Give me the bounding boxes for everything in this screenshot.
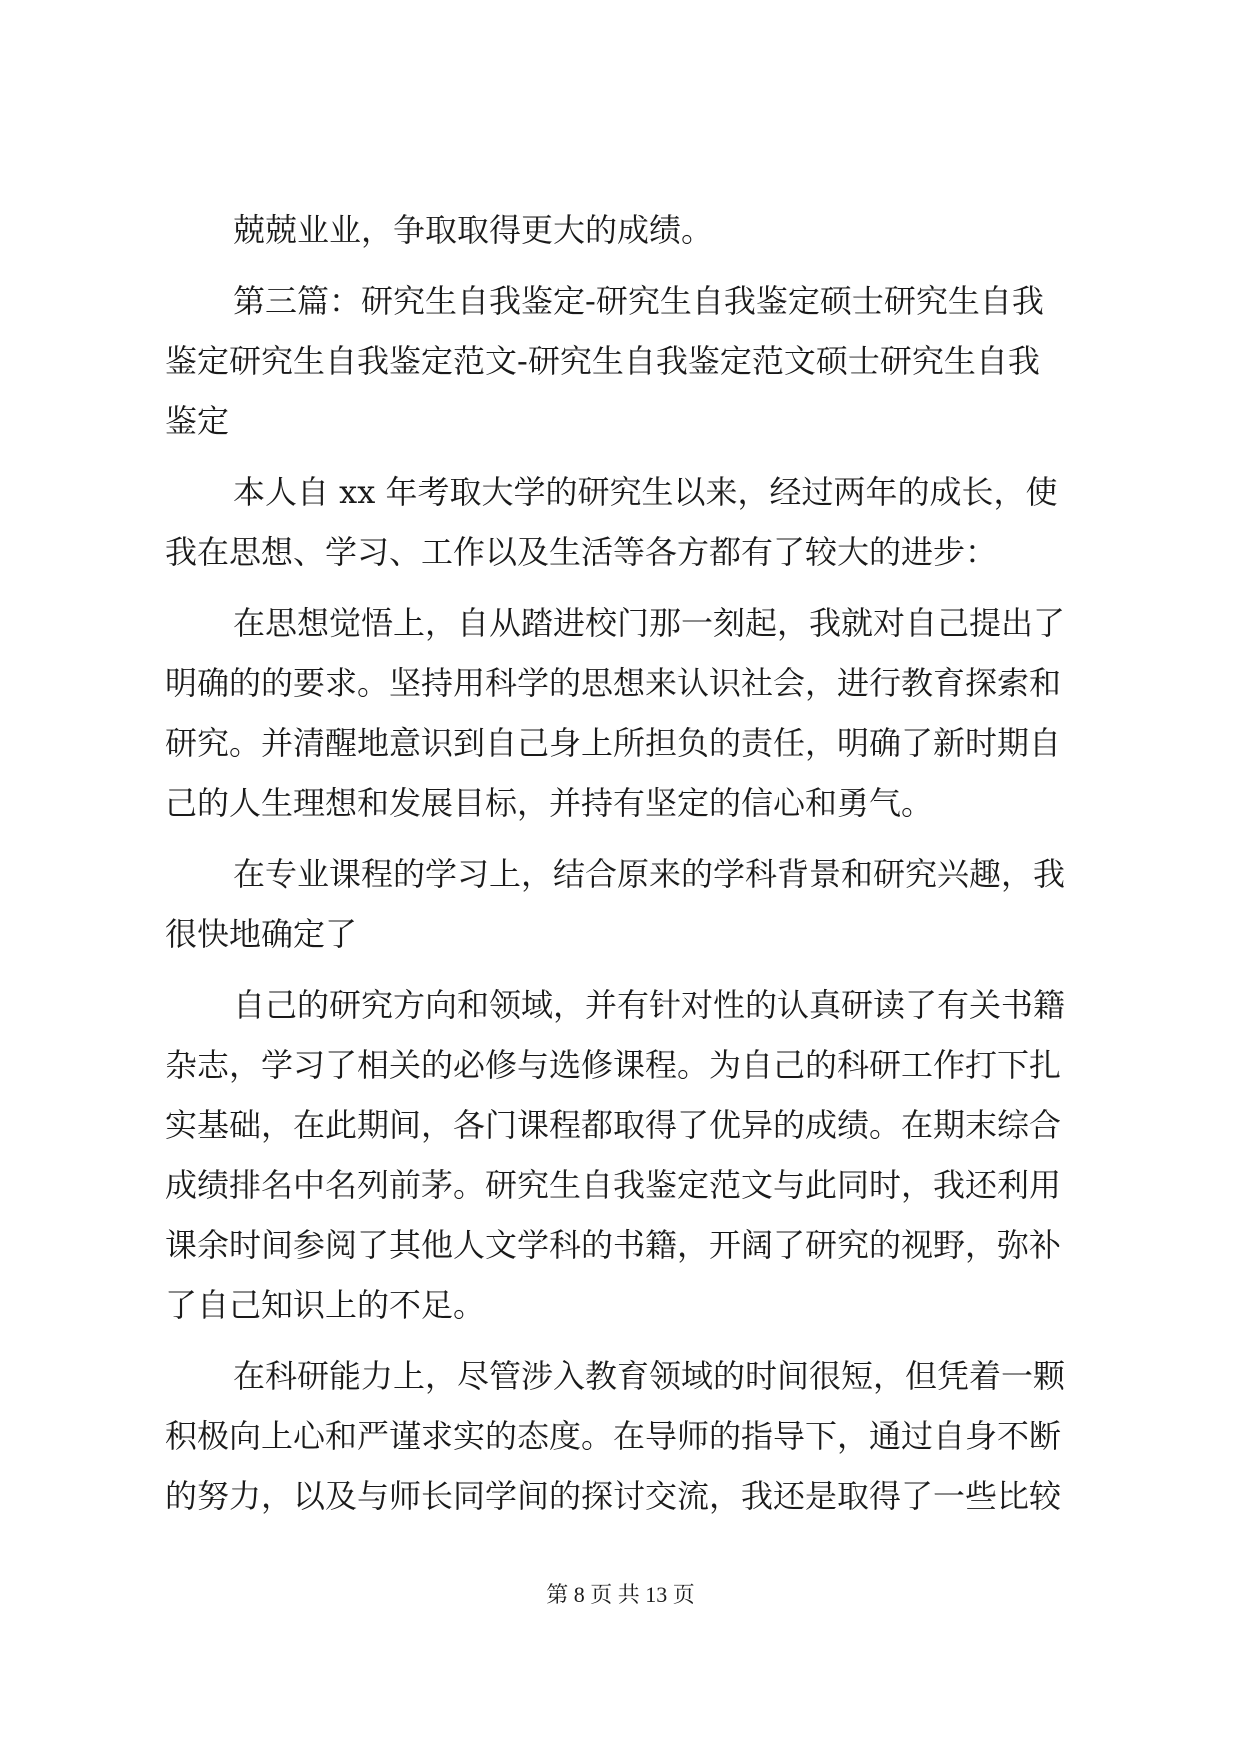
text-line: 在专业课程的学习上，结合原来的学科背景和研究兴趣，我 — [233, 855, 1066, 893]
text-line: 实基础，在此期间，各门课程都取得了优异的成绩。在期末综合 — [165, 1106, 1062, 1144]
text-line: 明确的的要求。坚持用科学的思想来认识社会，进行教育探索和 — [165, 664, 1062, 702]
text-line: 自己的研究方向和领域，并有针对性的认真研读了有关书籍 — [233, 986, 1066, 1024]
text-line: 己的人生理想和发展目标，并持有坚定的信心和勇气。 — [165, 784, 934, 822]
text-line: 杂志，学习了相关的必修与选修课程。为自己的科研工作打下扎 — [165, 1046, 1062, 1084]
text-line: 在思想觉悟上，自从踏进校门那一刻起，我就对自己提出了 — [233, 604, 1066, 642]
text-line: 成绩排名中名列前茅。研究生自我鉴定范文与此同时，我还利用 — [165, 1166, 1062, 1204]
section-heading-line: 鉴定 — [165, 402, 230, 440]
page-number-footer: 第 8 页 共 13 页 — [546, 1582, 695, 1607]
section-heading-line: 第三篇：研究生自我鉴定-研究生自我鉴定硕士研究生自我 — [233, 282, 1044, 320]
text-line: 我在思想、学习、工作以及生活等各方都有了较大的进步： — [165, 533, 998, 571]
text-line: 很快地确定了 — [165, 915, 358, 953]
text-line: 在科研能力上，尽管涉入教育领域的时间很短，但凭着一颗 — [233, 1357, 1066, 1395]
section-heading-line: 鉴定研究生自我鉴定范文-研究生自我鉴定范文硕士研究生自我 — [165, 342, 1040, 380]
text-line: 兢兢业业，争取取得更大的成绩。 — [233, 211, 714, 249]
text-line: 课余时间参阅了其他人文学科的书籍，开阔了研究的视野，弥补 — [165, 1226, 1062, 1264]
text-line: 研究。并清醒地意识到自己身上所担负的责任，明确了新时期自 — [165, 724, 1062, 762]
text-line: 的努力，以及与师长同学间的探讨交流，我还是取得了一些比较 — [165, 1477, 1062, 1515]
text-line: 本人自 xx 年考取大学的研究生以来，经过两年的成长，使 — [233, 473, 1058, 511]
document-body — [165, 200, 1085, 1526]
text-line: 积极向上心和严谨求实的态度。在导师的指导下，通过自身不断 — [165, 1417, 1062, 1455]
text-line: 了自己知识上的不足。 — [165, 1286, 486, 1324]
